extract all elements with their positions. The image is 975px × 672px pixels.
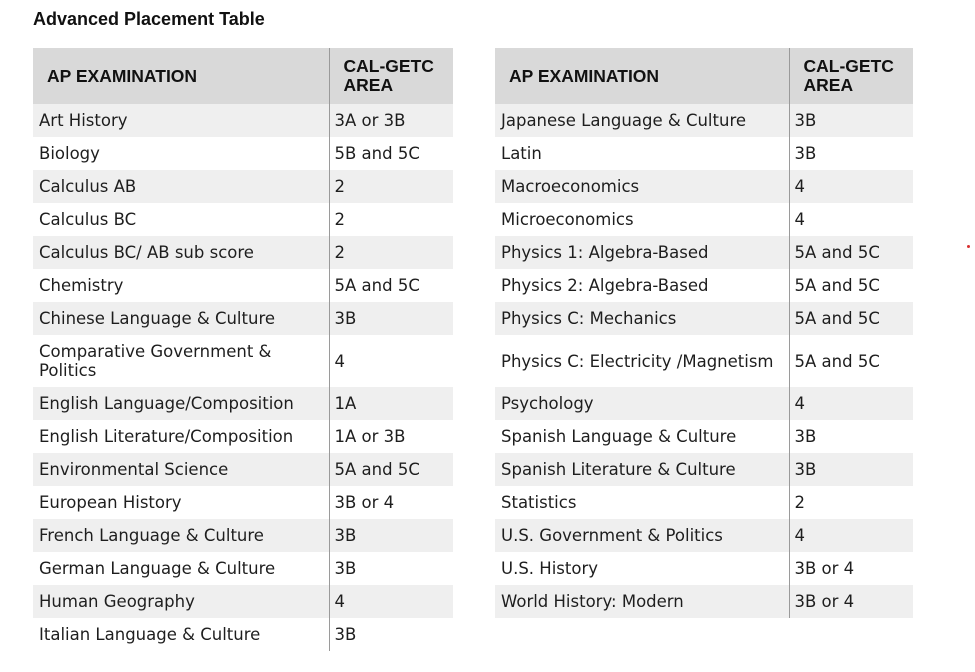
exam-name-cell: Physics C: Mechanics	[495, 302, 789, 335]
exam-name-cell: Spanish Language & Culture	[501, 427, 737, 446]
table-row	[33, 486, 453, 519]
table-row	[495, 335, 913, 387]
table-row	[495, 236, 913, 269]
table-row	[33, 387, 453, 420]
exam-name-cell: Physics C: Electricity /Magnetism	[501, 351, 774, 371]
table-row	[33, 585, 453, 618]
exam-name-cell: Art History	[33, 104, 329, 137]
exam-name-cell: Macroeconomics	[495, 170, 789, 203]
table-header-row	[33, 48, 453, 104]
table-row	[495, 453, 913, 486]
cal-getc-area-cell: 3A or 3B	[329, 104, 453, 137]
exam-name-cell: English Language/Composition	[33, 387, 329, 420]
table-row	[33, 420, 453, 453]
cal-getc-area-cell: 4	[329, 335, 453, 387]
table-row	[33, 236, 453, 269]
table-row	[33, 104, 453, 137]
table-row	[495, 552, 913, 585]
exam-name-cell: Biology	[39, 144, 100, 163]
cal-getc-area-cell: 5B and 5C	[329, 137, 453, 170]
exam-name-cell: French Language & Culture	[33, 519, 329, 552]
header-cal-getc-area: CAL-GETC AREA	[789, 48, 913, 104]
cal-getc-area-cell: 1A	[329, 387, 453, 420]
table-row	[495, 137, 913, 170]
table-header-row	[495, 48, 913, 104]
exam-name-cell: Statistics	[501, 493, 577, 512]
cal-getc-area-cell: 3B or 4	[789, 585, 913, 618]
table-row	[495, 519, 913, 552]
cal-getc-area-cell: 1A or 3B	[329, 420, 453, 453]
table-row	[495, 585, 913, 618]
cal-getc-area-cell: 3B or 4	[329, 486, 453, 519]
table-row	[33, 203, 453, 236]
page-title: Advanced Placement Table	[33, 9, 265, 29]
cal-getc-area-cell: 2	[329, 170, 453, 203]
table-row	[495, 387, 913, 420]
header-ap-examination: AP EXAMINATION	[495, 48, 789, 104]
cal-getc-area-cell: 5A and 5C	[789, 335, 913, 387]
cal-getc-area-cell: 3B	[329, 552, 453, 585]
table-row	[33, 335, 453, 387]
header-ap-examination: AP EXAMINATION	[33, 48, 329, 104]
table-row	[495, 269, 913, 302]
cal-getc-area-cell: 3B	[789, 420, 913, 453]
exam-name-cell: Calculus BC/ AB sub score	[33, 236, 329, 269]
table-row	[33, 269, 453, 302]
exam-name-cell: German Language & Culture	[39, 559, 276, 578]
cal-getc-area-cell: 3B	[329, 302, 453, 335]
cal-getc-area-cell: 3B or 4	[789, 552, 913, 585]
cal-getc-area-cell: 2	[329, 236, 453, 269]
table-row	[33, 519, 453, 552]
exam-name-cell: English Literature/Composition	[39, 427, 294, 446]
cal-getc-area-cell: 5A and 5C	[329, 269, 453, 302]
table-row	[495, 302, 913, 335]
exam-name-cell: Italian Language & Culture	[39, 625, 261, 644]
exam-name-cell: Physics 2: Algebra-Based	[501, 276, 709, 295]
cal-getc-area-cell: 2	[789, 486, 913, 519]
cal-getc-area-cell: 4	[789, 387, 913, 420]
cal-getc-area-cell: 5A and 5C	[329, 453, 453, 486]
cal-getc-area-cell: 3B	[329, 618, 453, 651]
exam-name-cell: Chinese Language & Culture	[33, 302, 329, 335]
exam-name-cell: Physics 1: Algebra-Based	[495, 236, 789, 269]
exam-name-cell: Human Geography	[33, 585, 329, 618]
header-cal-getc-area: CAL-GETC AREA	[329, 48, 453, 104]
exam-name-cell: Calculus BC	[39, 210, 137, 229]
cal-getc-area-cell: 3B	[789, 137, 913, 170]
table-row	[495, 486, 913, 519]
cal-getc-area-cell: 3B	[789, 453, 913, 486]
exam-name-cell: World History: Modern	[495, 585, 789, 618]
exam-name-cell: Spanish Literature & Culture	[495, 453, 789, 486]
cal-getc-area-cell: 3B	[329, 519, 453, 552]
exam-name-cell: U.S. History	[501, 559, 598, 578]
exam-name-cell: Japanese Language & Culture	[495, 104, 789, 137]
exam-name-cell: Chemistry	[39, 276, 124, 295]
cal-getc-area-cell: 5A and 5C	[789, 236, 913, 269]
cal-getc-area-cell: 4	[789, 203, 913, 236]
exam-name-cell: Psychology	[495, 387, 789, 420]
exam-name-cell: Environmental Science	[33, 453, 329, 486]
exam-name-cell: Calculus AB	[33, 170, 329, 203]
table-row	[495, 203, 913, 236]
red-dot-mark	[967, 245, 970, 248]
table-row	[495, 420, 913, 453]
table-row	[33, 618, 453, 651]
table-row	[33, 453, 453, 486]
cal-getc-area-cell: 2	[329, 203, 453, 236]
cal-getc-area-cell: 5A and 5C	[789, 269, 913, 302]
table-row	[33, 137, 453, 170]
exam-name-cell: U.S. Government & Politics	[495, 519, 789, 552]
table-row	[33, 170, 453, 203]
cal-getc-area-cell: 4	[789, 519, 913, 552]
table-row	[33, 552, 453, 585]
exam-name-cell: Comparative Government & Politics	[39, 342, 272, 380]
cal-getc-area-cell: 4	[789, 170, 913, 203]
exam-name-cell: Latin	[501, 144, 542, 163]
exam-name-cell: Microeconomics	[501, 210, 634, 229]
ap-table-left	[33, 48, 453, 651]
cal-getc-area-cell: 4	[329, 585, 453, 618]
cal-getc-area-cell: 5A and 5C	[789, 302, 913, 335]
ap-table-right	[495, 48, 913, 618]
table-row	[33, 302, 453, 335]
exam-name-cell: European History	[39, 493, 182, 512]
table-row	[495, 104, 913, 137]
cal-getc-area-cell: 3B	[789, 104, 913, 137]
table-row	[495, 170, 913, 203]
